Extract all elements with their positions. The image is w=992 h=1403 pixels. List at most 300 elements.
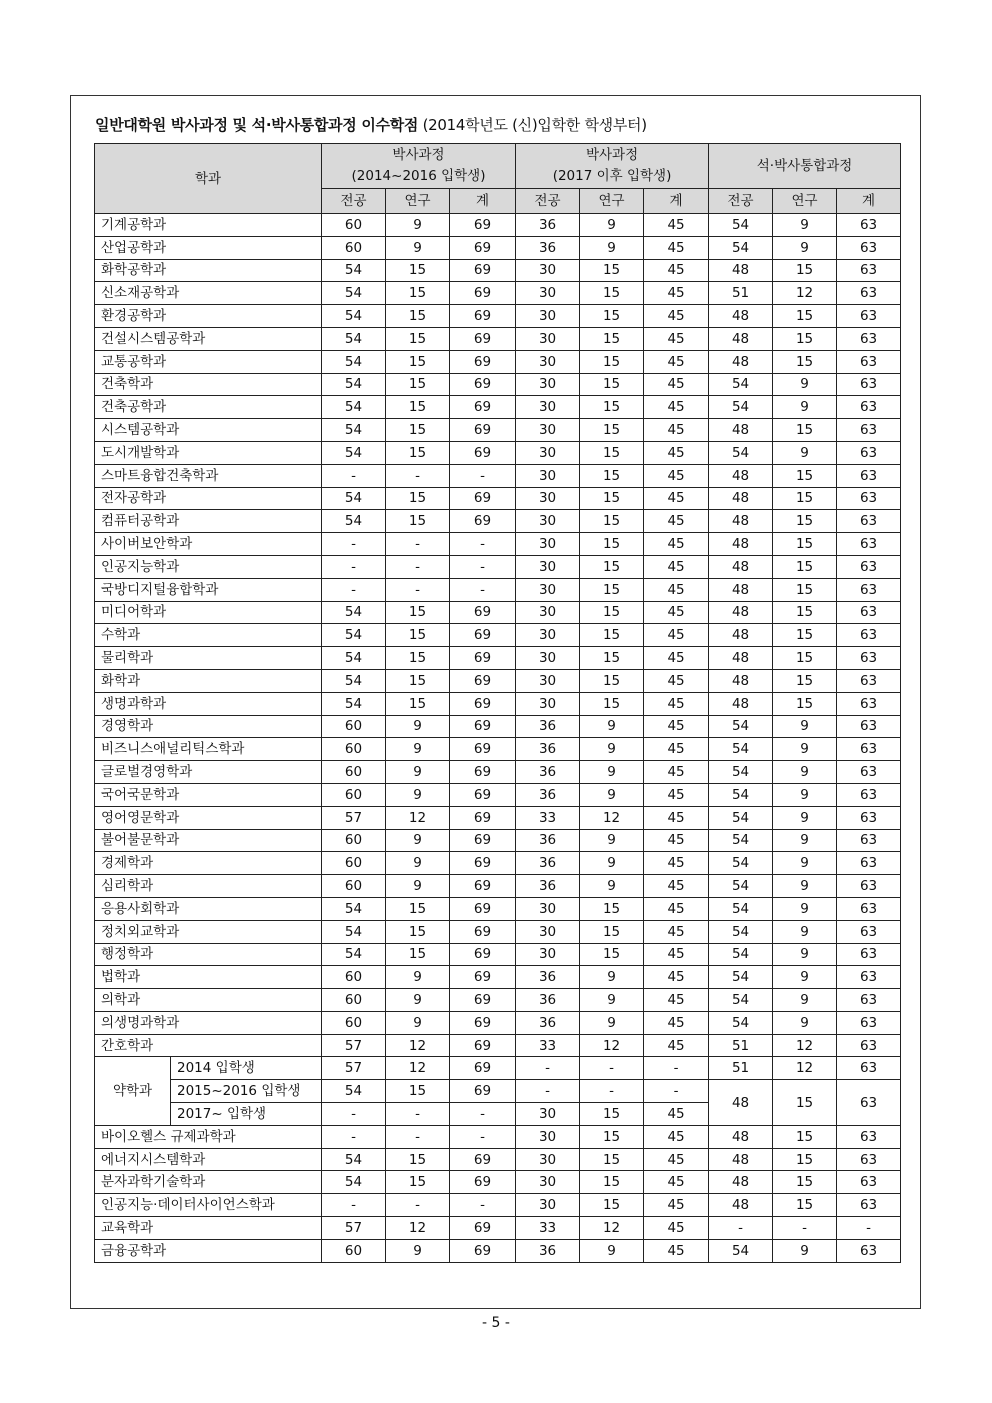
credit-cell: 60 bbox=[322, 852, 386, 875]
subheader-total: 계 bbox=[644, 189, 709, 214]
credit-cell: 9 bbox=[773, 761, 837, 784]
dept-name-cell: 심리학과 bbox=[95, 875, 322, 898]
table-row bbox=[95, 1217, 901, 1240]
credit-cell: 63 bbox=[837, 510, 901, 533]
credit-cell: 15 bbox=[580, 282, 644, 305]
credit-cell: 45 bbox=[644, 920, 709, 943]
credit-cell: 54 bbox=[709, 715, 773, 738]
credit-cell: - bbox=[386, 1103, 450, 1126]
credit-cell: 69 bbox=[450, 1148, 516, 1171]
credit-cell: 9 bbox=[580, 236, 644, 259]
dept-name-cell: 신소재공학과 bbox=[95, 282, 322, 305]
credit-cell: 69 bbox=[450, 783, 516, 806]
credit-cell: 30 bbox=[516, 692, 580, 715]
credit-cell: 36 bbox=[516, 761, 580, 784]
credit-cell: 63 bbox=[837, 692, 901, 715]
credit-cell: 9 bbox=[580, 989, 644, 1012]
subheader-research: 연구 bbox=[580, 189, 644, 214]
credit-cell: 15 bbox=[386, 897, 450, 920]
dept-name-cell: 시스템공학과 bbox=[95, 419, 322, 442]
credit-cell: 54 bbox=[709, 852, 773, 875]
credit-cell: 9 bbox=[386, 236, 450, 259]
dept-name-cell: 교육학과 bbox=[95, 1217, 322, 1240]
table-row bbox=[95, 920, 901, 943]
credit-cell: 48 bbox=[709, 464, 773, 487]
credit-cell: 9 bbox=[386, 966, 450, 989]
credit-cell: 54 bbox=[709, 875, 773, 898]
credit-cell: 69 bbox=[450, 806, 516, 829]
dept-name-cell: 화학공학과 bbox=[95, 259, 322, 282]
credit-cell: 9 bbox=[773, 875, 837, 898]
credit-cell: 54 bbox=[709, 943, 773, 966]
credit-cell: 15 bbox=[580, 578, 644, 601]
dept-name-cell: 영어영문학과 bbox=[95, 806, 322, 829]
credit-cell: - bbox=[516, 1080, 580, 1103]
credit-cell: 63 bbox=[837, 533, 901, 556]
credit-cell: 15 bbox=[580, 555, 644, 578]
credit-cell: - bbox=[450, 1125, 516, 1148]
dept-name-cell: 환경공학과 bbox=[95, 305, 322, 328]
credit-cell: 63 bbox=[837, 624, 901, 647]
credit-cell: 69 bbox=[450, 601, 516, 624]
credit-cell: 15 bbox=[773, 601, 837, 624]
credit-cell: 63 bbox=[837, 1057, 901, 1080]
dept-name-cell: 법학과 bbox=[95, 966, 322, 989]
credit-cell: - bbox=[386, 533, 450, 556]
credit-cell: 30 bbox=[516, 555, 580, 578]
credit-cell: 45 bbox=[644, 1011, 709, 1034]
dept-name-cell: 인공지능·데이터사이언스학과 bbox=[95, 1194, 322, 1217]
credit-cell: 69 bbox=[450, 396, 516, 419]
credit-cell: 15 bbox=[773, 555, 837, 578]
credit-cell: 15 bbox=[580, 920, 644, 943]
credit-cell: 45 bbox=[644, 601, 709, 624]
credit-cell: 15 bbox=[773, 1080, 837, 1126]
credit-cell: 45 bbox=[644, 441, 709, 464]
credit-cell: 48 bbox=[709, 555, 773, 578]
credit-cell: - bbox=[644, 1080, 709, 1103]
credit-cell: 57 bbox=[322, 1217, 386, 1240]
credit-cell: 45 bbox=[644, 624, 709, 647]
credit-cell: 63 bbox=[837, 1125, 901, 1148]
credit-cell: 15 bbox=[773, 533, 837, 556]
credit-cell: 48 bbox=[709, 350, 773, 373]
credit-cell: 30 bbox=[516, 487, 580, 510]
credit-cell: 69 bbox=[450, 943, 516, 966]
credit-cell: 48 bbox=[709, 259, 773, 282]
credit-cell: 15 bbox=[773, 1125, 837, 1148]
credit-cell: 36 bbox=[516, 875, 580, 898]
table-row bbox=[95, 487, 901, 510]
dept-name-cell: 생명과학과 bbox=[95, 692, 322, 715]
credit-cell: 60 bbox=[322, 738, 386, 761]
credit-cell: 15 bbox=[773, 487, 837, 510]
credit-cell: 36 bbox=[516, 966, 580, 989]
credit-cell: 63 bbox=[837, 305, 901, 328]
dept-name-cell: 국어국문학과 bbox=[95, 783, 322, 806]
dept-name-cell: 건축학과 bbox=[95, 373, 322, 396]
credit-cell: 9 bbox=[773, 852, 837, 875]
credit-cell: - bbox=[580, 1057, 644, 1080]
credit-cell: 69 bbox=[450, 738, 516, 761]
credit-cell: 15 bbox=[580, 1148, 644, 1171]
credit-cell: 15 bbox=[386, 624, 450, 647]
credit-cell: 45 bbox=[644, 692, 709, 715]
table-row bbox=[95, 1011, 901, 1034]
dept-name-cell: 경영학과 bbox=[95, 715, 322, 738]
credit-cell: 36 bbox=[516, 738, 580, 761]
title-sub: (2014학년도 (신)입학한 학생부터) bbox=[422, 116, 647, 134]
credit-cell: 30 bbox=[516, 1148, 580, 1171]
credit-cell: 54 bbox=[709, 829, 773, 852]
credit-cell: 45 bbox=[644, 487, 709, 510]
credit-cell: 45 bbox=[644, 305, 709, 328]
table-row bbox=[95, 1080, 901, 1103]
dept-name-cell: 스마트융합건축학과 bbox=[95, 464, 322, 487]
dept-name-cell: 바이오헬스 규제과학과 bbox=[95, 1125, 322, 1148]
credit-cell: - bbox=[450, 555, 516, 578]
credit-cell: 54 bbox=[322, 943, 386, 966]
credit-cell: 63 bbox=[837, 373, 901, 396]
credit-cell: 69 bbox=[450, 1217, 516, 1240]
credit-cell: 15 bbox=[580, 464, 644, 487]
credit-cell: 15 bbox=[773, 624, 837, 647]
table-row bbox=[95, 647, 901, 670]
credit-cell: 45 bbox=[644, 1103, 709, 1126]
credit-cell: 15 bbox=[773, 419, 837, 442]
credit-cell: 57 bbox=[322, 806, 386, 829]
dept-name-cell: 경제학과 bbox=[95, 852, 322, 875]
credit-cell: 48 bbox=[709, 1171, 773, 1194]
credit-cell: 30 bbox=[516, 510, 580, 533]
credit-cell: 48 bbox=[709, 1080, 773, 1126]
credit-cell: 45 bbox=[644, 259, 709, 282]
dept-name-cell: 물리학과 bbox=[95, 647, 322, 670]
table-row bbox=[95, 327, 901, 350]
credit-cell: 48 bbox=[709, 305, 773, 328]
credit-cell: 15 bbox=[580, 897, 644, 920]
credit-cell: 63 bbox=[837, 966, 901, 989]
credit-cell: 45 bbox=[644, 396, 709, 419]
credit-cell: 15 bbox=[580, 487, 644, 510]
subheader-total: 계 bbox=[837, 189, 901, 214]
dept-name-cell: 응용사회학과 bbox=[95, 897, 322, 920]
credit-cell: 9 bbox=[580, 966, 644, 989]
credit-cell: 9 bbox=[386, 1239, 450, 1262]
credit-cell: 63 bbox=[837, 829, 901, 852]
credit-cell: 9 bbox=[386, 875, 450, 898]
credit-cell: 36 bbox=[516, 715, 580, 738]
table-row bbox=[95, 236, 901, 259]
credit-cell: 30 bbox=[516, 327, 580, 350]
credit-cell: 63 bbox=[837, 214, 901, 237]
dept-name-cell: 컴퓨터공학과 bbox=[95, 510, 322, 533]
credit-cell: 15 bbox=[773, 692, 837, 715]
credit-cell: 54 bbox=[322, 897, 386, 920]
credit-cell: 48 bbox=[709, 624, 773, 647]
credit-cell: 48 bbox=[709, 647, 773, 670]
credit-cell: 12 bbox=[386, 1057, 450, 1080]
credit-cell: 30 bbox=[516, 920, 580, 943]
credit-cell: 63 bbox=[837, 487, 901, 510]
credit-cell: 30 bbox=[516, 647, 580, 670]
credit-cell: 33 bbox=[516, 806, 580, 829]
credit-cell: 15 bbox=[580, 647, 644, 670]
credit-cell: 30 bbox=[516, 1194, 580, 1217]
credit-cell: 45 bbox=[644, 327, 709, 350]
credit-cell: 45 bbox=[644, 989, 709, 1012]
credit-cell: 15 bbox=[386, 1171, 450, 1194]
subheader-total: 계 bbox=[450, 189, 516, 214]
dept-name-cell: 행정학과 bbox=[95, 943, 322, 966]
credit-cell: 45 bbox=[644, 647, 709, 670]
credit-cell: 15 bbox=[386, 510, 450, 533]
credit-cell: 9 bbox=[580, 1239, 644, 1262]
dept-name-cell: 간호학과 bbox=[95, 1034, 322, 1057]
credit-cell: - bbox=[322, 555, 386, 578]
credit-cell: 57 bbox=[322, 1057, 386, 1080]
dept-name-cell: 의생명과학과 bbox=[95, 1011, 322, 1034]
credit-cell: 45 bbox=[644, 1194, 709, 1217]
credit-cell: 63 bbox=[837, 601, 901, 624]
table-row bbox=[95, 1194, 901, 1217]
dept-name-cell: 의학과 bbox=[95, 989, 322, 1012]
credit-cell: 9 bbox=[773, 1239, 837, 1262]
credit-cell: 30 bbox=[516, 396, 580, 419]
table-row bbox=[95, 783, 901, 806]
credit-cell: 15 bbox=[773, 647, 837, 670]
table-row bbox=[95, 1125, 901, 1148]
table-row bbox=[95, 282, 901, 305]
credit-cell: 69 bbox=[450, 510, 516, 533]
credit-cell: 15 bbox=[386, 1148, 450, 1171]
credit-cell: - bbox=[322, 1125, 386, 1148]
credit-cell: 63 bbox=[837, 555, 901, 578]
credit-cell: 33 bbox=[516, 1217, 580, 1240]
credit-cell: 48 bbox=[709, 487, 773, 510]
credit-cell: - bbox=[386, 1194, 450, 1217]
credit-cell: 69 bbox=[450, 282, 516, 305]
credit-cell: 15 bbox=[773, 259, 837, 282]
credit-cell: 60 bbox=[322, 761, 386, 784]
credit-cell: 69 bbox=[450, 327, 516, 350]
credit-cell: - bbox=[644, 1057, 709, 1080]
credit-cell: 63 bbox=[837, 1239, 901, 1262]
dept-name-cell: 기계공학과 bbox=[95, 214, 322, 237]
credit-cell: 15 bbox=[773, 327, 837, 350]
dept-name-cell: 불어불문학과 bbox=[95, 829, 322, 852]
credit-cell: 54 bbox=[709, 920, 773, 943]
credit-cell: 15 bbox=[580, 396, 644, 419]
credit-cell: - bbox=[322, 533, 386, 556]
dept-name-cell: 사이버보안학과 bbox=[95, 533, 322, 556]
credit-cell: 48 bbox=[709, 578, 773, 601]
credit-cell: 54 bbox=[322, 1171, 386, 1194]
credit-cell: 45 bbox=[644, 282, 709, 305]
credit-cell: 51 bbox=[709, 282, 773, 305]
credit-cell: - bbox=[386, 578, 450, 601]
credit-cell: 63 bbox=[837, 1034, 901, 1057]
table-row bbox=[95, 829, 901, 852]
table-row bbox=[95, 259, 901, 282]
subheader-research: 연구 bbox=[773, 189, 837, 214]
credit-cell: 63 bbox=[837, 259, 901, 282]
credit-cell: 15 bbox=[580, 624, 644, 647]
credit-cell: 63 bbox=[837, 783, 901, 806]
credit-cell: 33 bbox=[516, 1034, 580, 1057]
table-row bbox=[95, 305, 901, 328]
credit-cell: 63 bbox=[837, 989, 901, 1012]
credit-cell: 45 bbox=[644, 1125, 709, 1148]
credit-cell: 30 bbox=[516, 441, 580, 464]
credit-cell: 54 bbox=[709, 806, 773, 829]
credit-cell: 48 bbox=[709, 669, 773, 692]
table-row bbox=[95, 692, 901, 715]
credit-cell: 60 bbox=[322, 783, 386, 806]
credit-cell: 45 bbox=[644, 464, 709, 487]
table-row bbox=[95, 738, 901, 761]
table-row bbox=[95, 897, 901, 920]
credit-cell: 69 bbox=[450, 1011, 516, 1034]
credit-cell: 45 bbox=[644, 236, 709, 259]
credit-cell: 9 bbox=[386, 715, 450, 738]
credit-cell: 54 bbox=[322, 920, 386, 943]
credit-cell: 15 bbox=[386, 920, 450, 943]
credit-cell: 15 bbox=[580, 943, 644, 966]
credit-cell: 54 bbox=[709, 738, 773, 761]
credit-cell: 45 bbox=[644, 350, 709, 373]
table-row bbox=[95, 419, 901, 442]
credit-cell: 15 bbox=[773, 464, 837, 487]
credit-cell: 15 bbox=[386, 692, 450, 715]
credit-cell: 15 bbox=[386, 373, 450, 396]
dept-name-cell: 전자공학과 bbox=[95, 487, 322, 510]
credit-cell: 9 bbox=[580, 738, 644, 761]
credit-cell: 54 bbox=[709, 396, 773, 419]
dept-name-cell: 금융공학과 bbox=[95, 1239, 322, 1262]
header-group2-line1: 박사과정 bbox=[585, 147, 639, 163]
credit-cell: 54 bbox=[709, 1011, 773, 1034]
table-row bbox=[95, 943, 901, 966]
table-row bbox=[95, 1034, 901, 1057]
credit-cell: 54 bbox=[322, 282, 386, 305]
credit-cell: 45 bbox=[644, 943, 709, 966]
credit-cell: 15 bbox=[580, 601, 644, 624]
credit-cell: 9 bbox=[580, 1011, 644, 1034]
credit-cell: 54 bbox=[322, 259, 386, 282]
credit-cell: 12 bbox=[386, 1034, 450, 1057]
credit-cell: 48 bbox=[709, 1194, 773, 1217]
credit-cell: 9 bbox=[386, 738, 450, 761]
table-row bbox=[95, 1057, 901, 1080]
credit-cell: 54 bbox=[709, 897, 773, 920]
credit-cell: 15 bbox=[580, 692, 644, 715]
credit-cell: 9 bbox=[580, 783, 644, 806]
credit-cell: 15 bbox=[580, 259, 644, 282]
credit-cell: 15 bbox=[386, 350, 450, 373]
credit-cell: 60 bbox=[322, 214, 386, 237]
credit-cell: 63 bbox=[837, 464, 901, 487]
credit-cell: 15 bbox=[386, 943, 450, 966]
credit-cell: 69 bbox=[450, 897, 516, 920]
credit-cell: 12 bbox=[580, 1034, 644, 1057]
credit-cell: 69 bbox=[450, 989, 516, 1012]
credit-cell: 63 bbox=[837, 715, 901, 738]
table-row bbox=[95, 715, 901, 738]
credit-cell: 60 bbox=[322, 989, 386, 1012]
credit-cell: - bbox=[450, 464, 516, 487]
credit-cell: - bbox=[773, 1217, 837, 1240]
credit-cell: 9 bbox=[580, 761, 644, 784]
table-row bbox=[95, 441, 901, 464]
credit-cell: 30 bbox=[516, 533, 580, 556]
credit-cell: 63 bbox=[837, 761, 901, 784]
credit-cell: - bbox=[450, 578, 516, 601]
credit-cell: 9 bbox=[773, 920, 837, 943]
credit-cell: 30 bbox=[516, 624, 580, 647]
credit-cell: 15 bbox=[580, 305, 644, 328]
credit-cell: 9 bbox=[386, 783, 450, 806]
credit-cell: 9 bbox=[773, 441, 837, 464]
credit-cell: 9 bbox=[773, 943, 837, 966]
credit-cell: 69 bbox=[450, 350, 516, 373]
credit-cell: 9 bbox=[580, 852, 644, 875]
header-group1 bbox=[322, 144, 516, 189]
credit-cell: 63 bbox=[837, 943, 901, 966]
credit-cell: 12 bbox=[386, 1217, 450, 1240]
dept-name-cell: 글로벌경영학과 bbox=[95, 761, 322, 784]
credit-cell: 54 bbox=[709, 236, 773, 259]
credit-cell: 69 bbox=[450, 1057, 516, 1080]
credit-cell: 69 bbox=[450, 236, 516, 259]
credit-cell: 60 bbox=[322, 1011, 386, 1034]
credit-cell: 36 bbox=[516, 1011, 580, 1034]
table-row bbox=[95, 761, 901, 784]
dept-name-cell: 국방디지털융합학과 bbox=[95, 578, 322, 601]
credit-cell: 36 bbox=[516, 214, 580, 237]
credit-cell: - bbox=[709, 1217, 773, 1240]
credits-table bbox=[94, 143, 901, 1263]
credit-cell: - bbox=[516, 1057, 580, 1080]
credit-cell: 48 bbox=[709, 327, 773, 350]
credit-cell: 30 bbox=[516, 259, 580, 282]
table-row bbox=[95, 989, 901, 1012]
credit-cell: 54 bbox=[322, 327, 386, 350]
credit-cell: 60 bbox=[322, 966, 386, 989]
credit-cell: 15 bbox=[773, 1148, 837, 1171]
credit-cell: 69 bbox=[450, 1239, 516, 1262]
credit-cell: 63 bbox=[837, 669, 901, 692]
credit-cell: 45 bbox=[644, 966, 709, 989]
credit-cell: 54 bbox=[709, 761, 773, 784]
credit-cell: 54 bbox=[322, 1080, 386, 1103]
table-row bbox=[95, 578, 901, 601]
dept-name-cell: 인공지능학과 bbox=[95, 555, 322, 578]
credit-cell: 69 bbox=[450, 624, 516, 647]
credit-cell: 9 bbox=[773, 783, 837, 806]
credit-cell: 15 bbox=[580, 510, 644, 533]
credit-cell: - bbox=[322, 464, 386, 487]
credit-cell: 63 bbox=[837, 327, 901, 350]
credit-cell: 45 bbox=[644, 533, 709, 556]
credit-cell: 45 bbox=[644, 897, 709, 920]
credit-cell: 45 bbox=[644, 761, 709, 784]
table-row bbox=[95, 852, 901, 875]
credit-cell: - bbox=[322, 1194, 386, 1217]
credit-cell: 9 bbox=[773, 715, 837, 738]
credit-cell: 30 bbox=[516, 282, 580, 305]
credit-cell: 36 bbox=[516, 852, 580, 875]
